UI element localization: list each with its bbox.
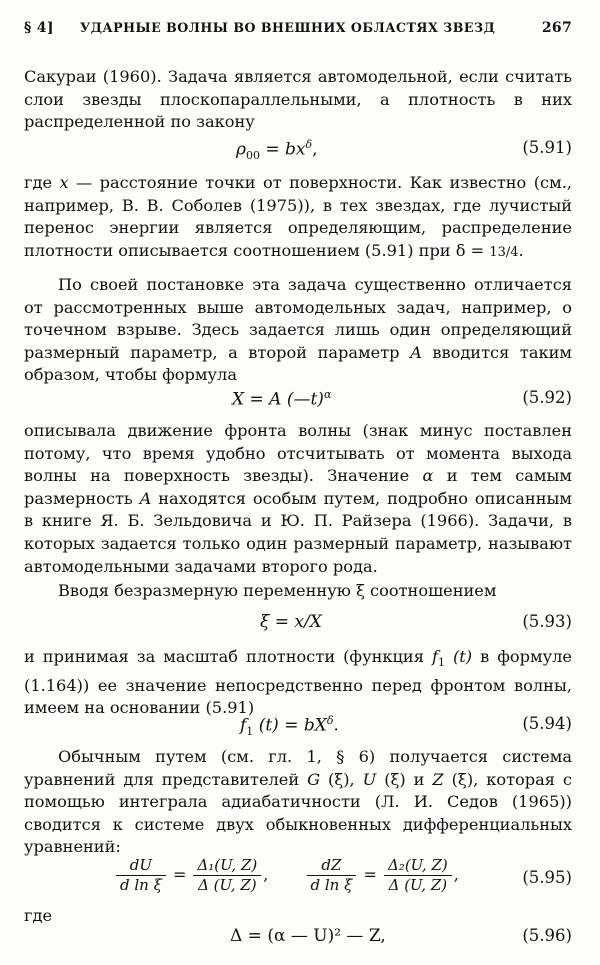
equation-body: X = A (—t)$^\alpha$ xyxy=(232,388,332,410)
equation-5-92 xyxy=(24,388,572,414)
paragraph-6: и принимая за масштаб плотности (функция $f_1$ (t) в формуле (1.164)) ее значение непосредственно перед фронтом волны, имеем на основании (5.91) xyxy=(24,647,572,718)
where-label: где xyxy=(24,906,53,925)
page-number: 267 xyxy=(541,20,572,36)
equation-body: $f_1$ $(t) = bX^\delta$. xyxy=(240,714,339,739)
equation-body: $\rho_{00} = bx^\delta$, xyxy=(236,138,318,163)
equation-body: $\frac{dU}{\text{d ln ξ}}$ = $\frac{\text{Δ₁(U, Z)}}{\Delta (U, Z)}$ , $\frac{dZ}{\text{d ln ξ}}$ = $\frac{\text{Δ₂(U, Z)}}{\Delta (U, Z)}$ , xyxy=(114,856,459,895)
paragraph-1: Сакураи (1960). Задача является автомодельной, если считать слои звезды плоскопараллельными, а плотность в них распределенной по закону xyxy=(24,67,572,132)
paragraph-2: где x — расстояние точки от поверхности. Как известно (см., например, В. В. Соболев (1975)), в тех звездах, где лучистый перенос энергии является определяющим, распределение плотности описывается соотношением (5.91) при δ = 13/4. xyxy=(24,173,572,260)
equation-body: Δ = (α — U)² — Z, xyxy=(230,926,386,946)
fraction-delta1: $\frac{\text{Δ₁(U, Z)}}{\Delta (U, Z)}$ xyxy=(193,856,261,895)
paragraph-3: По своей постановке эта задача существенно отличается от рассмотренных выше автомодельных задач, например, о точечном взрыве. Здесь задается лишь один определяющий размерный параметр, а второй параметр A вводится таким образом, чтобы формула xyxy=(24,275,572,385)
equation-number: (5.93) xyxy=(522,612,572,631)
equation-5-95 xyxy=(24,856,572,904)
equation-number: (5.95) xyxy=(522,868,572,887)
paragraph-7: Обычным путем (см. гл. 1, § 6) получается система уравнений для представителей G (ξ), U (ξ) и Z (ξ), которая с помощью интеграла адиабатичности (Л. И. Седов (1965)) сводится к системе двух обыкновенных дифференциальных уравнений: xyxy=(24,747,573,857)
equation-5-94 xyxy=(24,714,572,740)
equation-number: (5.96) xyxy=(522,926,572,945)
paragraph-5: Вводя безразмерную переменную ξ соотношением xyxy=(58,581,497,600)
running-header xyxy=(24,20,572,42)
equation-body: ξ = x/X xyxy=(260,612,322,632)
fraction-delta2: $\frac{\text{Δ₂(U, Z)}}{\Delta (U, Z)}$ xyxy=(384,856,452,895)
fraction-dZ: $\frac{dZ}{\text{d ln ξ}}$ xyxy=(307,856,357,895)
equation-5-96 xyxy=(24,926,572,952)
section-marker: § 4] xyxy=(24,20,54,36)
paragraph-4: описывала движение фронта волны (знак минус поставлен потому, что время удобно отсчитывать от момента выхода волны на поверхность звезды). Значение α и тем самым размерность A находятся особым путем, подробно описанным в книге Я. Б. Зельдовича и Ю. П. Райзера (1966). Задачи, в которых задается только один размерный параметр, называют автомодельными задачами второго рода. xyxy=(24,421,572,576)
equation-number: (5.92) xyxy=(522,388,572,407)
equation-number: (5.94) xyxy=(522,714,572,733)
chapter-title: УДАРНЫЕ ВОЛНЫ ВО ВНЕШНИХ ОБЛАСТЯХ ЗВЕЗД xyxy=(80,20,496,35)
equation-5-91 xyxy=(24,138,572,164)
fraction-dU: $\frac{dU}{\text{d ln ξ}}$ xyxy=(116,856,166,895)
equation-5-93 xyxy=(24,612,572,638)
equation-number: (5.91) xyxy=(522,138,572,157)
